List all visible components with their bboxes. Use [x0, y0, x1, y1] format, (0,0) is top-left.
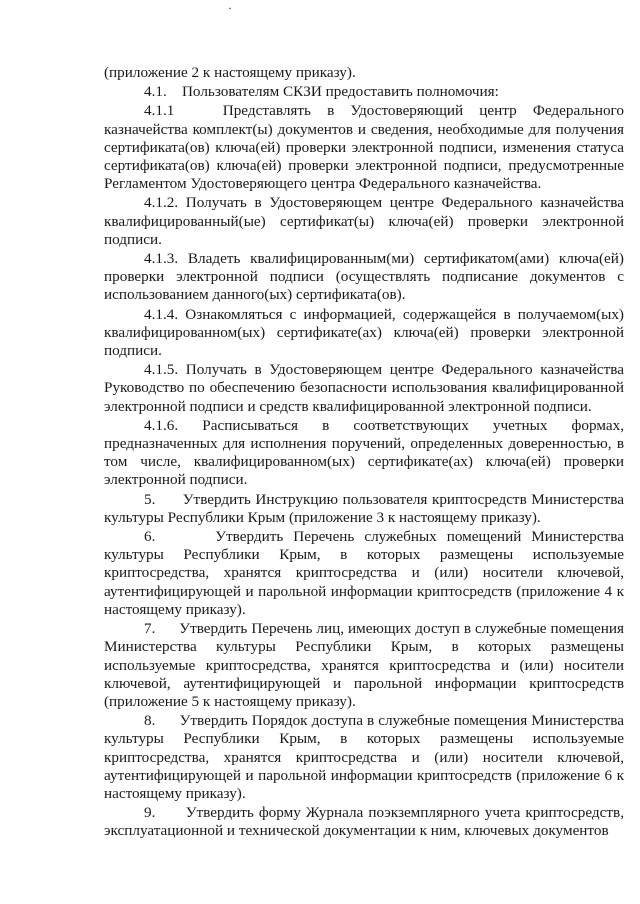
paragraph-9: 9. Утвердить форму Журнала поэкземплярного учета криптосредств, эксплуатационной и технической документации к ним, ключевых документов: [104, 804, 628, 840]
paragraph-4-1-3: 4.1.3. Владеть квалифицированным(ми) сертификатом(ами) ключа(ей) проверки электронной подписи (осуществлять подписание документов с использованием данного(ых) сертификата(ов).: [104, 250, 628, 304]
paragraph-8: 8. Утвердить Порядок доступа в служебные помещения Министерства культуры Республики Крым, в которых размещены используемые криптосредства, хранятся криптосредства и (или) носители ключевой, аутентифицирующей и парольной информации криптосредств (приложение 6 к настоящему приказу).: [104, 712, 628, 802]
paragraph-4-1-4: 4.1.4. Ознакомляться с информацией, содержащейся в получаемом(ых) квалифицированном(ых) сертификате(ах) ключа(ей) проверки электронной подписи.: [104, 305, 628, 360]
paragraph-7: 7. Утвердить Перечень лиц, имеющих доступ в служебные помещения Министерства культуры Республики Крым, в которых размещены используемые криптосредства, хранятся криптосредства и (или) носители ключевой, аутентифицирующей и парольной информации криптосредств (приложение 5 к настоящему приказу).: [104, 620, 628, 710]
paragraph-4-1-2: 4.1.2. Получать в Удостоверяющем центре Федерального казначейства квалифицированный(ые) сертификат(ы) ключа(ей) проверки электронной подписи.: [104, 194, 628, 248]
paragraph-4-1-6: 4.1.6. Расписываться в соответствующих учетных формах, предназначенных для исполнения поручений, определенных доверенностью, в том числе, квалифицированном(ых) сертификате(ах) ключа(ей) проверки электронной подписи.: [104, 416, 628, 489]
paragraph-4-1-5: 4.1.5. Получать в Удостоверяющем центре Федерального казначейства Руководство по обеспечению безопасности использования квалифицированной электронной подписи и средств квалифицированной электронной подписи.: [104, 361, 628, 415]
paragraph-5: 5. Утвердить Инструкцию пользователя криптосредств Министерства культуры Республики Крым (приложение 3 к настоящему приказу).: [104, 490, 628, 526]
paragraph-6: 6. Утвердить Перечень служебных помещений Министерства культуры Республики Крым, в которых размещены используемые криптосредства, хранятся криптосредства и (или) носители ключевой, аутентифицирующей и парольной информации криптосредств (приложение 4 к настоящему приказу).: [104, 528, 628, 618]
document-body: [104, 64, 628, 842]
paragraph-4-1: 4.1. Пользователям СКЗИ предоставить полномочия:: [144, 83, 499, 101]
paragraph-appendix-2: (приложение 2 к настоящему приказу).: [104, 64, 356, 81]
top-mark: ·: [228, 1, 232, 15]
paragraph-4-1-1: 4.1.1 Представлять в Удостоверяющий центр Федерального казначейства комплект(ы) документов и сведения, необходимые для получения сертификата(ов) ключа(ей) проверки электронной подписи, изменения статуса сертификата(ов) ключа(ей) проверки электронной подписи, предусмотренные Регламентом Удостоверяющего центра Федерального казначейства.: [104, 102, 628, 193]
